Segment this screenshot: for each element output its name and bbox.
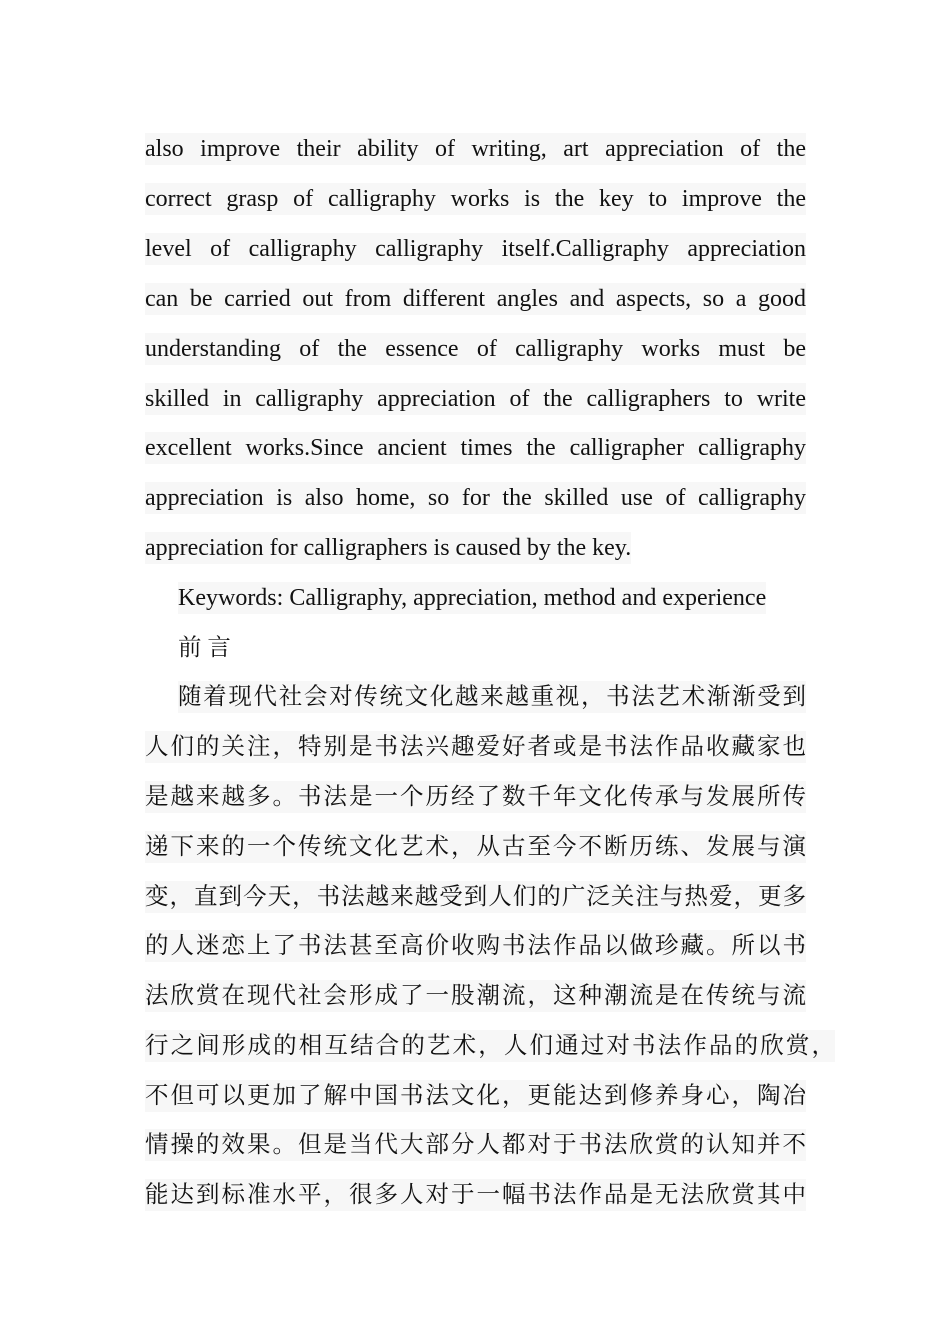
preface-line-1: 随着现代社会对传统文化越来越重视，书法艺术渐渐受到 <box>178 681 806 713</box>
preface-line-8: 行之间形成的相互结合的艺术，人们通过对书法作品的欣赏， <box>145 1030 835 1062</box>
abstract-line-8: appreciation is also home, so for the skilled use of calligraphy <box>145 482 806 514</box>
abstract-line-5: understanding of the essence of calligraphy works must be <box>145 333 806 365</box>
preface-line-7: 法欣赏在现代社会形成了一股潮流，这种潮流是在传统与流 <box>145 980 806 1012</box>
preface-line-2: 人们的关注，特别是书法兴趣爱好者或是书法作品收藏家也 <box>145 731 806 763</box>
preface-line-10: 情操的效果。但是当代大部分人都对于书法欣赏的认知并不 <box>145 1129 806 1161</box>
abstract-line-6: skilled in calligraphy appreciation of the calligraphers to write <box>145 383 806 415</box>
abstract-line-9: appreciation for calligraphers is caused by the key. <box>145 532 631 564</box>
keywords-line: Keywords: Calligraphy, appreciation, method and experience <box>178 582 766 614</box>
abstract-line-7: excellent works.Since ancient times the calligrapher calligraphy <box>145 432 806 464</box>
abstract-line-3: level of calligraphy calligraphy itself.Calligraphy appreciation <box>145 233 806 265</box>
preface-line-6: 的人迷恋上了书法甚至高价收购书法作品以做珍藏。所以书 <box>145 930 806 962</box>
abstract-line-2: correct grasp of calligraphy works is the key to improve the <box>145 183 806 215</box>
preface-line-9: 不但可以更加了解中国书法文化，更能达到修养身心，陶冶 <box>145 1080 806 1112</box>
preface-line-11: 能达到标准水平，很多人对于一幅书法作品是无法欣赏其中 <box>145 1179 806 1211</box>
abstract-line-1: also improve their ability of writing, art appreciation of the <box>145 133 806 165</box>
preface-line-5: 变，直到今天，书法越来越受到人们的广泛关注与热爱，更多 <box>145 881 806 913</box>
preface-line-3: 是越来越多。书法是一个历经了数千年文化传承与发展所传 <box>145 781 806 813</box>
preface-heading: 前 言 <box>178 635 231 661</box>
abstract-line-4: can be carried out from different angles and aspects, so a good <box>145 283 806 315</box>
preface-line-4: 递下来的一个传统文化艺术，从古至今不断历练、发展与演 <box>145 831 806 863</box>
